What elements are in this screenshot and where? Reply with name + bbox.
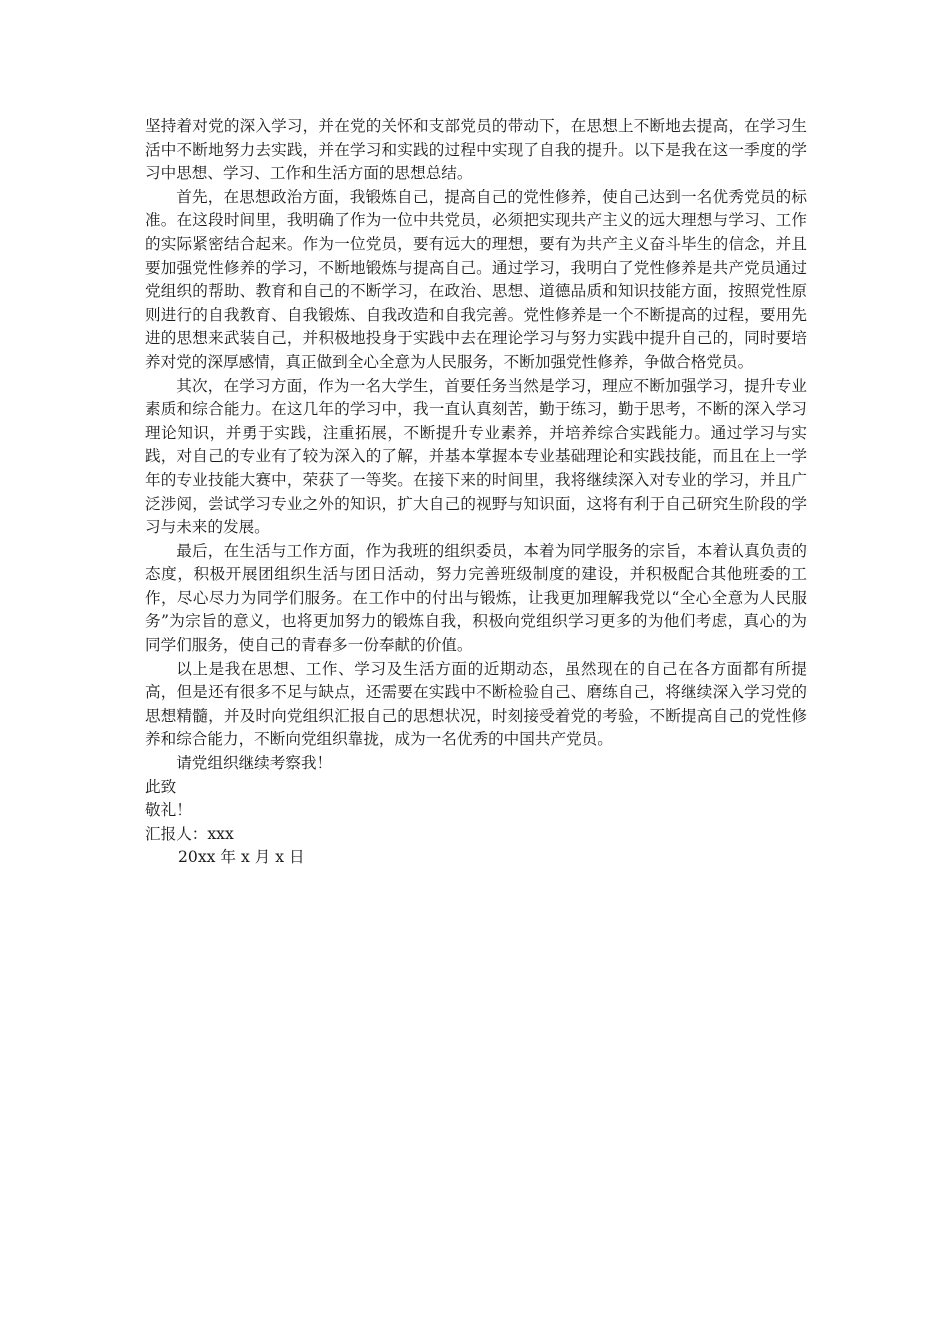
request-line: 请党组织继续考察我！ bbox=[176, 754, 333, 773]
paragraph-study: 其次，在学习方面，作为一名大学生，首要任务当然是学习，理应不断加强学习，提升专业素质和综合能力。在这几年的学习中，我一直认真刻苦，勤于练习，勤于思考，不断的深入学习理论知识，并勇于实践，注重拓展，不断提升专业素养，并培养综合实践能力。通过学习与实践，对自己的专业有了较为深入的了解，并基本掌握本专业基础理论和实践技能，而且在上一学年的专业技能大赛中，荣获了一等奖。在接下来的时间里，我将继续深入对专业的学习，并且广泛涉阅，尝试学习专业之外的知识，扩大自己的视野与知识面，这将有利于自己研究生阶段的学习与未来的发展。 bbox=[145, 376, 807, 537]
closing-salutation: 此致 bbox=[145, 777, 177, 796]
document-body bbox=[145, 115, 807, 870]
paragraph-summary: 以上是我在思想、工作、学习及生活方面的近期动态，虽然现在的自己在各方面都有所提高，但是还有很多不足与缺点，还需要在实践中不断检验自己、磨练自己，将继续深入学习党的思想精髓，并及时向党组织汇报自己的思想状况，时刻接受着党的考验，不断提高自己的党性修养和综合能力，不断向党组织靠拢，成为一名优秀的中国共产党员。 bbox=[145, 659, 807, 749]
report-date: 20xx 年 x 月 x 日 bbox=[178, 848, 305, 867]
closing-respect: 敬礼！ bbox=[145, 801, 192, 820]
paragraph-political: 首先，在思想政治方面，我锻炼自己，提高自己的党性修养，使自己达到一名优秀党员的标准。在这段时间里，我明确了作为一位中共党员，必须把实现共产主义的远大理想与学习、工作的实际紧密结合起来。作为一位党员，要有远大的理想，要有为共产主义奋斗毕生的信念，并且要加强党性修养的学习，不断地锻炼与提高自己。通过学习，我明白了党性修养是共产党员通过党组织的帮助、教育和自己的不断学习，在政治、思想、道德品质和知识技能方面，按照党性原则进行的自我教育、自我锻炼、自我改造和自我完善。党性修养是一个不断提高的过程，要用先进的思想来武装自己，并积极地投身于实践中去在理论学习与努力实践中提升自己的，同时要培养对党的深厚感情，真正做到全心全意为人民服务，不断加强党性修养，争做合格党员。 bbox=[145, 187, 807, 371]
paragraph-life-work: 最后，在生活与工作方面，作为我班的组织委员，本着为同学服务的宗旨，本着认真负责的态度，积极开展团组织生活与团日活动，努力完善班级制度的建设，并积极配合其他班委的工作，尽心尽力为同学们服务。在工作中的付出与锻炼，让我更加理解我党以“全心全意为人民服务”为宗旨的意义，也将更加努力的锻炼自我，积极向党组织学习更多的为他们考虑，真心的为同学们服务，使自己的青春多一份奉献的价值。 bbox=[145, 541, 807, 655]
reporter-signature: 汇报人：xxx bbox=[145, 824, 234, 843]
paragraph-intro: 坚持着对党的深入学习，并在党的关怀和支部党员的带动下，在思想上不断地去提高，在学习生活中不断地努力去实践，并在学习和实践的过程中实现了自我的提升。以下是我在这一季度的学习中思想、学习、工作和生活方面的思想总结。 bbox=[145, 117, 807, 183]
